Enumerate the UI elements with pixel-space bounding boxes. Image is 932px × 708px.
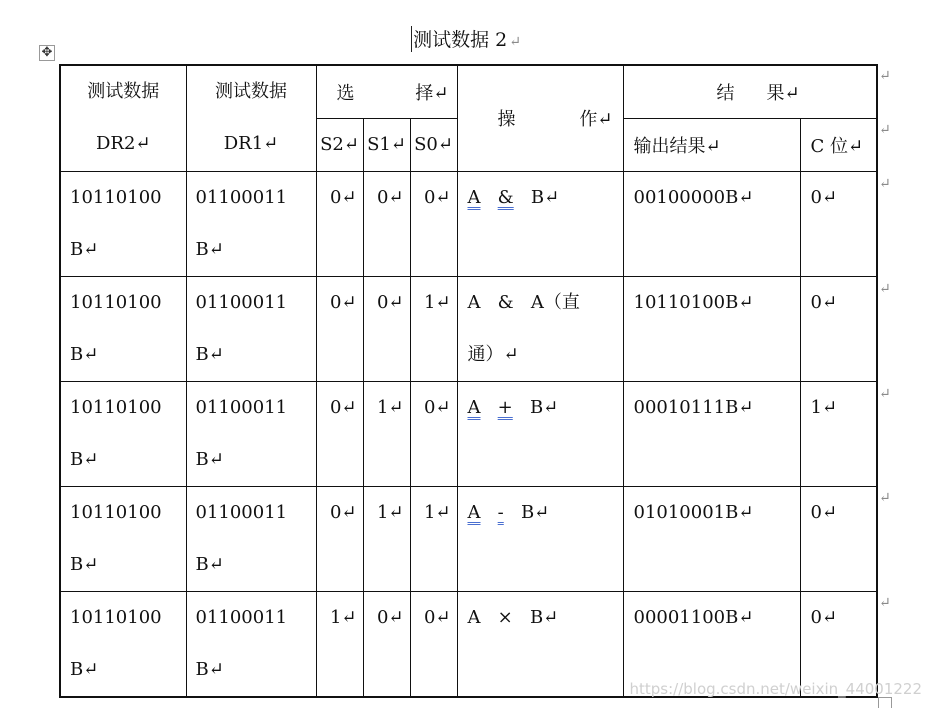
dr1-cell: 01100011 B↵	[186, 591, 316, 697]
dr2-cell: 10110100 B↵	[60, 171, 186, 276]
header-result: 结 果↵	[623, 65, 877, 118]
header-output: 输出结果↵	[623, 118, 800, 171]
s2-cell: 1↵	[316, 591, 363, 697]
row-end-mark: ↵	[879, 176, 891, 192]
carry-cell: 0↵	[800, 591, 877, 697]
s1-cell: 0↵	[363, 276, 410, 381]
s0-cell: 0↵	[410, 171, 457, 276]
row-end-mark: ↵	[879, 595, 891, 611]
table-row	[60, 171, 877, 276]
s0-cell: 1↵	[410, 486, 457, 591]
dr2-cell: 10110100 B↵	[60, 486, 186, 591]
table-row	[60, 486, 877, 591]
row-end-mark: ↵	[879, 490, 891, 506]
dr2-cell: 10110100 B↵	[60, 591, 186, 697]
carry-cell: 0↵	[800, 486, 877, 591]
row-end-mark: ↵	[879, 122, 891, 138]
carry-cell: 0↵	[800, 171, 877, 276]
header-s1: S1↵	[363, 118, 410, 171]
carry-cell: 1↵	[800, 381, 877, 486]
table-row	[60, 381, 877, 486]
table-resize-handle[interactable]	[878, 697, 892, 708]
table-move-handle-icon[interactable]: ✥	[39, 45, 55, 61]
output-cell: 10110100B↵	[623, 276, 800, 381]
s1-cell: 1↵	[363, 486, 410, 591]
s2-cell: 0↵	[316, 486, 363, 591]
header-carry: C 位↵	[800, 118, 877, 171]
caption-text: 测试数据 2	[413, 29, 508, 51]
dr1-cell: 01100011 B↵	[186, 486, 316, 591]
dr2-cell: 10110100 B↵	[60, 276, 186, 381]
table-caption	[0, 26, 932, 54]
s0-cell: 0↵	[410, 381, 457, 486]
row-end-mark: ↵	[879, 386, 891, 402]
operation-cell: A & B↵	[457, 171, 623, 276]
carry-cell: 0↵	[800, 276, 877, 381]
dr1-cell: 01100011 B↵	[186, 381, 316, 486]
s2-cell: 0↵	[316, 276, 363, 381]
s1-cell: 1↵	[363, 381, 410, 486]
header-select: 选 择↵	[316, 65, 457, 118]
row-end-mark: ↵	[879, 281, 891, 297]
dr2-cell: 10110100 B↵	[60, 381, 186, 486]
output-cell: 00100000B↵	[623, 171, 800, 276]
header-s2: S2↵	[316, 118, 363, 171]
dr1-cell: 01100011 B↵	[186, 276, 316, 381]
dr1-cell: 01100011 B↵	[186, 171, 316, 276]
text-cursor	[411, 26, 412, 52]
operation-cell: A × B↵	[457, 591, 623, 697]
header-dr1: 测试数据 DR1↵	[186, 65, 316, 171]
table-row	[60, 276, 877, 381]
operation-cell: A & A（直 通）↵	[457, 276, 623, 381]
s1-cell: 0↵	[363, 171, 410, 276]
watermark: https://blog.csdn.net/weixin_44001222	[629, 680, 922, 698]
output-cell: 01010001B↵	[623, 486, 800, 591]
s2-cell: 0↵	[316, 171, 363, 276]
header-dr2: 测试数据 DR2↵	[60, 65, 186, 171]
output-cell: 00010111B↵	[623, 381, 800, 486]
test-data-table	[59, 64, 878, 698]
operation-cell: A - B↵	[457, 486, 623, 591]
header-s0: S0↵	[410, 118, 457, 171]
s2-cell: 0↵	[316, 381, 363, 486]
s0-cell: 1↵	[410, 276, 457, 381]
s0-cell: 0↵	[410, 591, 457, 697]
row-end-mark: ↵	[879, 68, 891, 84]
s1-cell: 0↵	[363, 591, 410, 697]
paragraph-mark: ↵	[509, 34, 521, 50]
header-operation: 操 作↵	[457, 65, 623, 171]
operation-cell: A + B↵	[457, 381, 623, 486]
output-cell: 00001100B↵	[623, 591, 800, 697]
